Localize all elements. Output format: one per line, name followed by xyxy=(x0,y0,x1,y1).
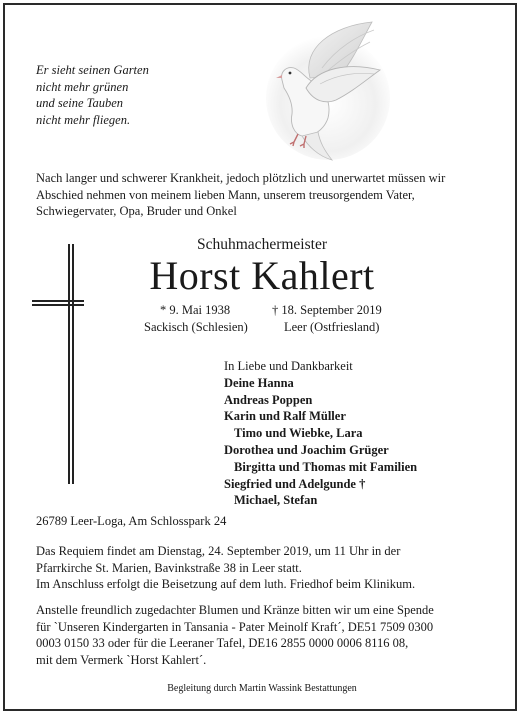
death-date: † 18. September 2019 xyxy=(272,303,382,317)
intro-line: Schwiegervater, Opa, Bruder und Onkel xyxy=(36,204,237,218)
donation-line: 0003 0150 33 oder für die Leeraner Tafel, DE16 2855 0000 0006 8116 08, xyxy=(36,636,409,650)
intro-line: Nach langer und schwerer Krankheit, jedoch plötzlich und unerwartet müssen wir xyxy=(36,171,446,185)
death-info xyxy=(272,302,382,336)
intro-text xyxy=(36,170,488,220)
profession-title: Schuhmachermeister xyxy=(197,236,327,253)
death-place: Leer (Ostfriesland) xyxy=(284,320,380,334)
requiem-line: Das Requiem findet am Dienstag, 24. September 2019, um 11 Uhr in der xyxy=(36,544,401,558)
family-member: Michael, Stefan xyxy=(234,493,318,508)
family-member: Birgitta und Thomas mit Familien xyxy=(234,459,418,474)
family-list xyxy=(224,358,417,509)
requiem-line: Im Anschluss erfolgt die Beisetzung auf dem luth. Friedhof beim Klinikum. xyxy=(36,577,416,591)
poem xyxy=(36,62,149,128)
intro-line: Abschied nehmen von meinem lieben Mann, unserem treusorgendem Vater, xyxy=(36,187,415,202)
family-member: Dorothea und Joachim Grüger xyxy=(224,442,389,457)
funeral-home-credit: Begleitung durch Martin Wassink Bestattungen xyxy=(167,683,357,694)
deceased-name: Horst Kahlert xyxy=(149,253,375,298)
donation-line: für `Unseren Kindergarten in Tansania - Pater Meinolf Kraft´, DE51 7509 0300 xyxy=(36,619,434,634)
family-member: Karin und Ralf Müller xyxy=(224,409,346,424)
family-member: Andreas Poppen xyxy=(224,392,313,407)
poem-line: nicht mehr fliegen. xyxy=(36,112,131,127)
requiem-line: Pfarrkirche St. Marien, Bavinkstraße 38 in Leer statt. xyxy=(36,560,302,575)
mourning-address: 26789 Leer-Loga, Am Schlosspark 24 xyxy=(36,514,227,528)
birth-date: * 9. Mai 1938 xyxy=(160,303,231,317)
donation-line: mit dem Vermerk `Horst Kahlert´. xyxy=(36,652,207,667)
donation-text xyxy=(36,602,434,668)
birth-info xyxy=(144,302,248,336)
family-member: Siegfried und Adelgunde † xyxy=(224,476,366,491)
donation-line: Anstelle freundlich zugedachter Blumen und Kränze bitten wir um eine Spende xyxy=(36,603,434,617)
birth-place: Sackisch (Schlesien) xyxy=(144,320,248,334)
dove-icon xyxy=(262,18,394,163)
cross-icon xyxy=(30,244,86,484)
requiem-text xyxy=(36,543,415,593)
family-member: Timo und Wiebke, Lara xyxy=(234,426,363,441)
poem-line: und seine Tauben xyxy=(36,96,124,110)
family-intro: In Liebe und Dankbarkeit xyxy=(224,359,353,373)
family-member: Deine Hanna xyxy=(224,375,294,390)
poem-line: nicht mehr grünen xyxy=(36,79,129,94)
poem-line: Er sieht seinen Garten xyxy=(36,63,149,77)
